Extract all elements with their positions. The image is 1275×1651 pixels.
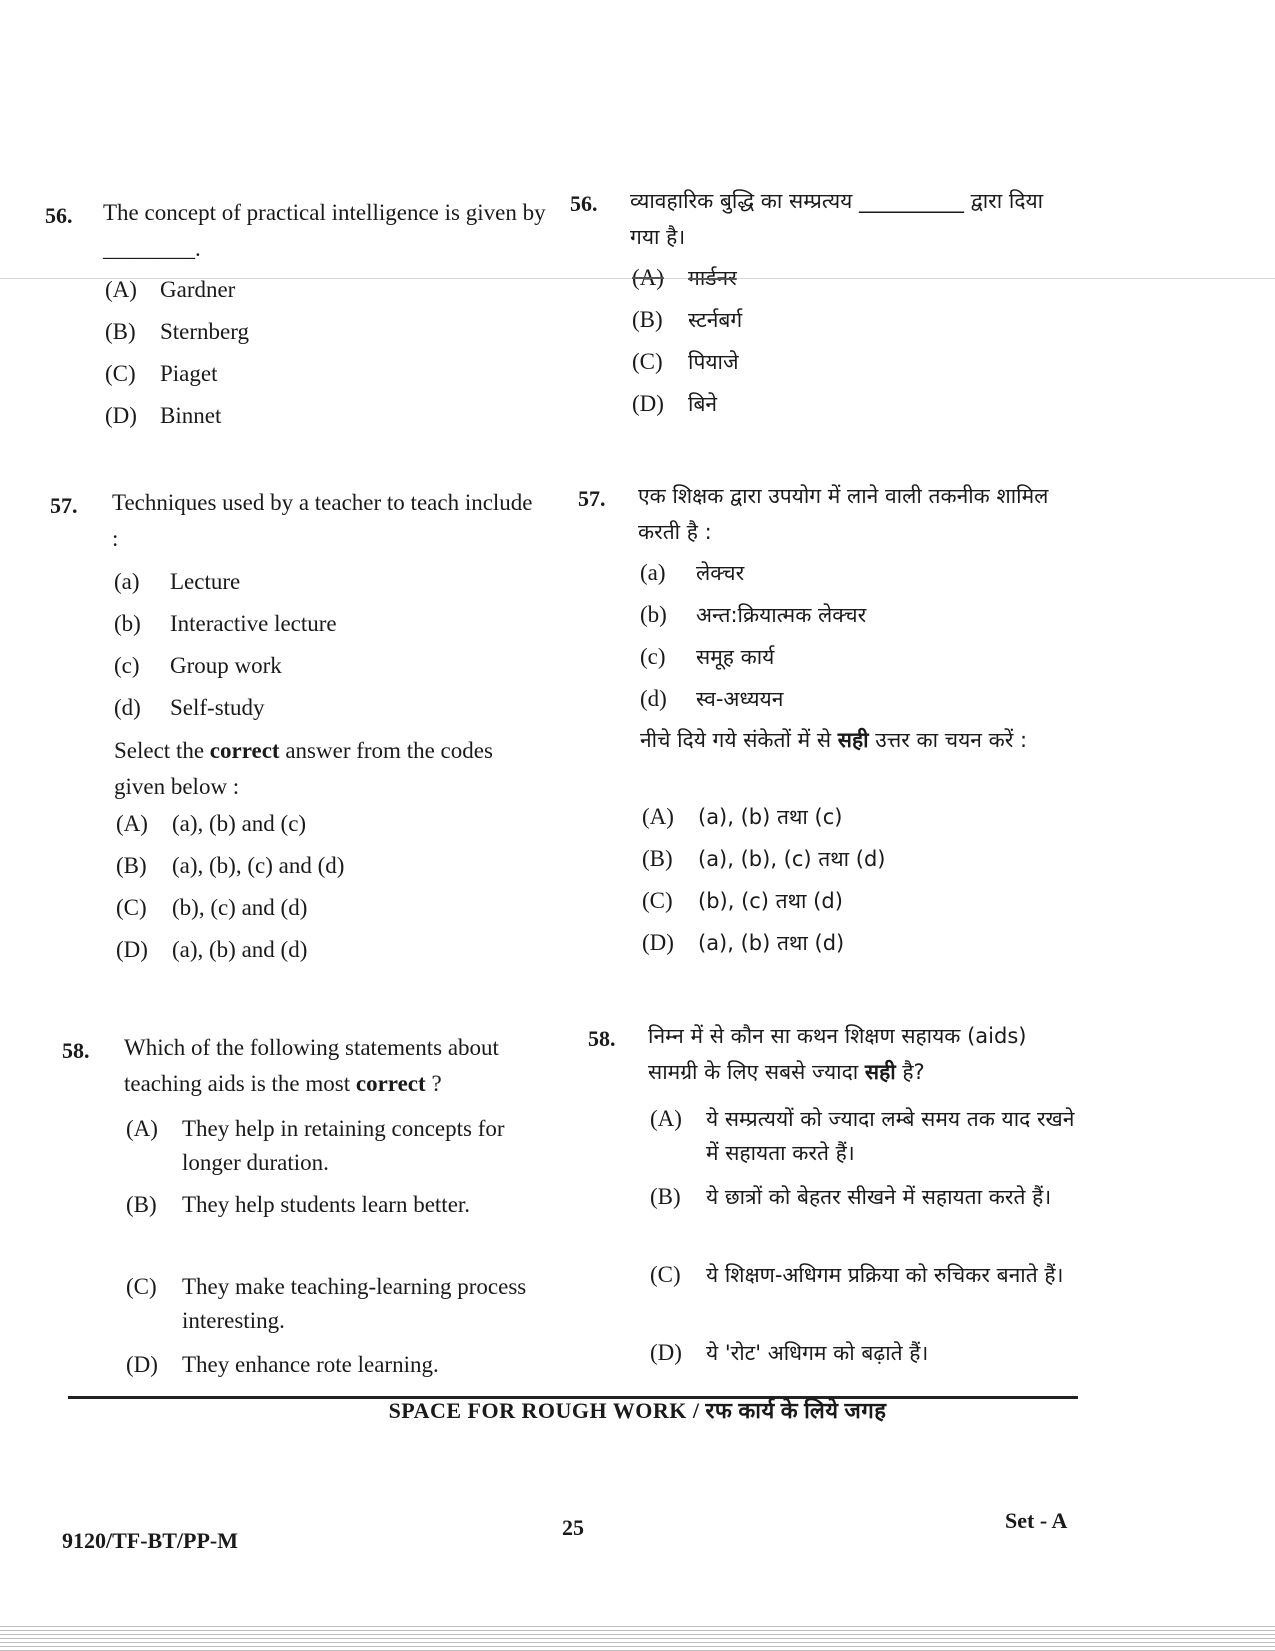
question-text: The concept of practical intelligence is given by ________. [103, 200, 546, 261]
question-text: Techniques used by a teacher to teach include : [112, 490, 533, 551]
instruction: नीचे दिये गये संकेतों में से सही उत्तर का चयन करें : [640, 728, 1028, 752]
question-text: निम्न में से कौन सा कथन शिक्षण सहायक (aids) सामग्री के लिए सबसे ज्यादा सही है? [648, 1024, 1027, 1084]
question-text: एक शिक्षक द्वारा उपयोग में लाने वाली तकनीक शामिल करती है : [638, 484, 1049, 544]
question-number: 56. [45, 203, 73, 228]
question-text: व्यावहारिक बुद्धि का सम्प्रत्यय __________ द्वारा दिया गया है। [630, 189, 1044, 249]
question-number: 57. [50, 493, 78, 518]
question-number: 58. [62, 1038, 90, 1063]
question-number: 56. [570, 191, 598, 216]
rough-work-heading: SPACE FOR ROUGH WORK / रफ कार्य के लिये जगह [388, 1398, 887, 1423]
question-number: 57. [578, 486, 606, 511]
scan-artifact [0, 1623, 1275, 1651]
page-number: 25 [562, 1515, 584, 1540]
set-label: Set - A [1005, 1508, 1068, 1533]
question-number: 58. [588, 1026, 616, 1051]
question-text: Which of the following statements about teaching aids is the most correct ? [124, 1035, 499, 1096]
paper-code: 9120/TF-BT/PP-M [62, 1528, 238, 1553]
instruction: Select the correct answer from the codes given below : [114, 738, 493, 799]
